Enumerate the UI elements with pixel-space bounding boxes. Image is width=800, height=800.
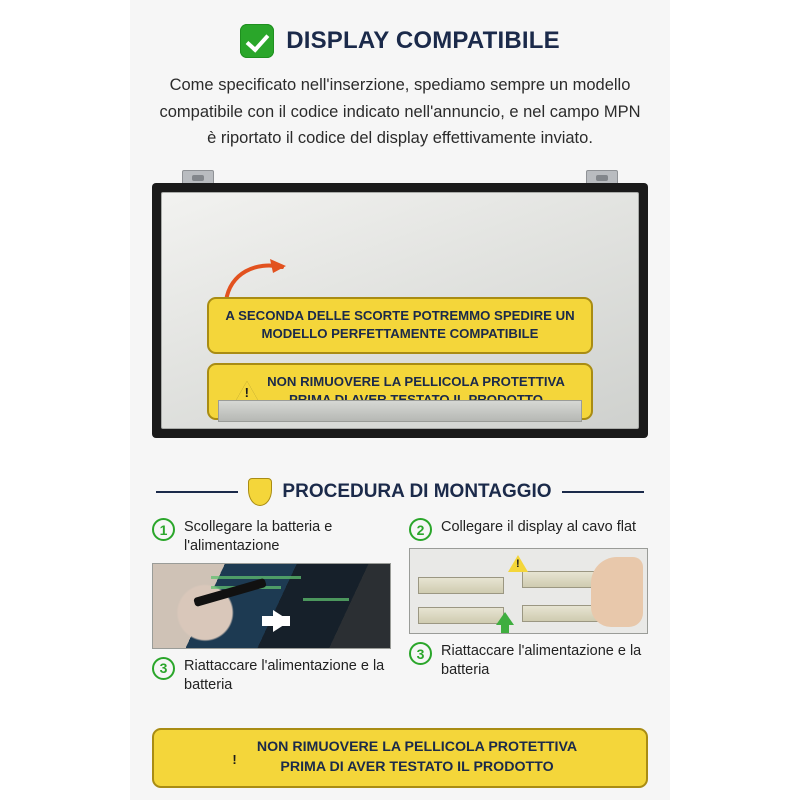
warning-triangle-icon xyxy=(508,555,528,572)
stock-notice-badge: A SECONDA DELLE SCORTE POTREMMO SPEDIRE UN MODELLO PERFETTAMENTE COMPATIBILE xyxy=(207,297,593,353)
procedure-steps xyxy=(152,518,648,701)
page-title: DISPLAY COMPATIBILE xyxy=(286,27,560,54)
divider-left xyxy=(156,491,238,493)
panel-bottom-strip xyxy=(218,400,582,422)
film-warning-line1: NON RIMUOVERE LA PELLICOLA PROTETTIVA xyxy=(267,374,565,390)
footer-line1: NON RIMUOVERE LA PELLICOLA PROTETTIVA xyxy=(256,739,578,756)
list-item xyxy=(409,642,648,680)
white-arrow-icon xyxy=(273,610,290,632)
list-item xyxy=(409,518,648,541)
list-item xyxy=(152,518,391,556)
step-text: Collegare il display al cavo flat xyxy=(441,519,637,536)
panel-frame xyxy=(152,183,648,438)
footer-warning-banner xyxy=(152,728,648,788)
divider-right xyxy=(562,491,644,493)
footer-line2: PRIMA DI AVER TESTATO IL PRODOTTO xyxy=(280,759,554,776)
procedure-title: PROCEDURA DI MONTAGGIO xyxy=(282,481,552,503)
procedure-header xyxy=(156,478,644,506)
step-text: Riattaccare l'alimentazione e la batteria xyxy=(441,643,642,678)
hand-icon xyxy=(591,557,643,627)
header xyxy=(130,0,670,58)
step-number: 3 xyxy=(409,642,432,665)
step-text: Riattaccare l'alimentazione e la batteria xyxy=(184,657,385,693)
procedure-column-right xyxy=(409,518,648,701)
list-item xyxy=(152,657,391,695)
step-number: 3 xyxy=(152,657,175,680)
flat-cable-connector-photo xyxy=(409,548,648,634)
shield-icon xyxy=(248,478,272,506)
warning-triangle-icon xyxy=(235,381,259,402)
green-arrow-icon xyxy=(496,612,514,625)
content-panel xyxy=(130,0,670,800)
green-check-icon xyxy=(240,24,274,58)
warning-triangle-icon xyxy=(223,748,247,769)
display-panel-illustration xyxy=(152,170,648,470)
step-number: 2 xyxy=(409,518,432,541)
panel-screen xyxy=(161,192,639,429)
step-text: Scollegare la batteria e l'alimentazione xyxy=(184,519,333,554)
step-number: 1 xyxy=(152,518,175,541)
procedure-column-left xyxy=(152,518,391,701)
header-paragraph: Come specificato nell'inserzione, spediamo sempre un modello compatibile con il codice indicato nell'annuncio, e nel campo MPN è riportato il codice del display effettivamente inviato. xyxy=(159,76,641,148)
laptop-battery-photo xyxy=(152,563,391,649)
